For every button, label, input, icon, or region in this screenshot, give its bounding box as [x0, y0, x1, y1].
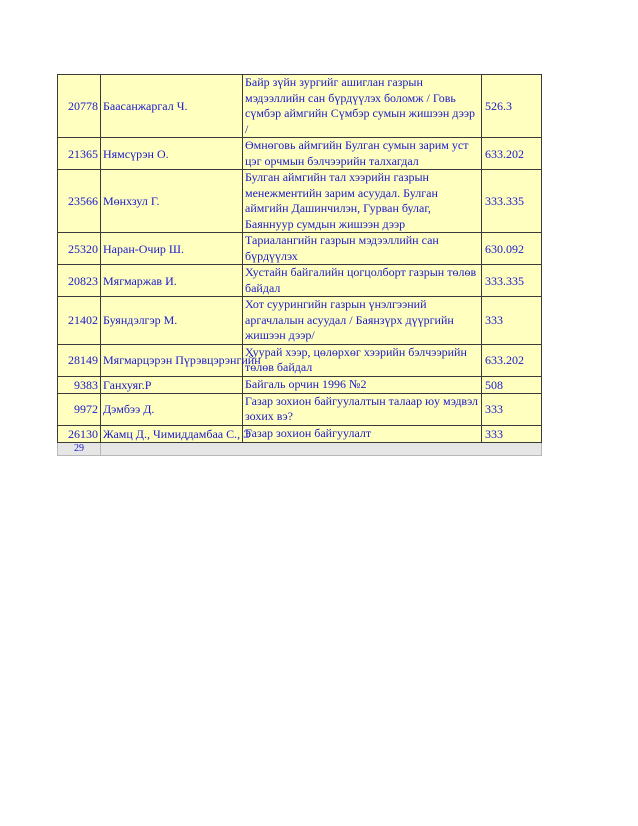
record-code: 630.092	[482, 233, 542, 265]
record-code: 508	[482, 376, 542, 393]
record-author: Буяндэлгэр М.	[101, 297, 243, 345]
record-title: Газар зохион байгуулалт	[243, 425, 482, 442]
record-id: 28149	[58, 344, 101, 376]
table-row	[58, 425, 542, 442]
records-table	[57, 74, 542, 456]
record-code: 333	[482, 393, 542, 425]
record-author: Мягмаржав И.	[101, 265, 243, 297]
record-id: 21402	[58, 297, 101, 345]
record-code: 333	[482, 297, 542, 345]
record-author: Нямсүрэн О.	[101, 138, 243, 170]
table-row	[58, 75, 542, 138]
record-author: Ганхуяг.Р	[101, 376, 243, 393]
row-header-29	[58, 442, 542, 455]
record-code: 633.202	[482, 344, 542, 376]
table-row	[58, 376, 542, 393]
record-author: Жамц Д., Чимиддамбаа С., Э	[101, 425, 243, 442]
record-author: Дэмбээ Д.	[101, 393, 243, 425]
row-number: 29	[58, 442, 101, 455]
record-id: 23566	[58, 170, 101, 233]
record-id: 9972	[58, 393, 101, 425]
table-row	[58, 393, 542, 425]
record-title: Хот суурингийн газрын үнэлгээний аргачлалын асуудал / Баянзүрх дүүргийн жишээн дээр/	[243, 297, 482, 345]
record-title: Хустайн байгалийн цогцолборт газрын төлөв байдал	[243, 265, 482, 297]
record-title: Байр зүйн зургийг ашиглан газрын мэдээллийн сан бүрдүүлэх боломж / Говь сүмбэр аймгийн Сүмбэр сумын жишээн дээр /	[243, 75, 482, 138]
table-row	[58, 297, 542, 345]
record-code: 633.202	[482, 138, 542, 170]
record-id: 9383	[58, 376, 101, 393]
record-title: Өмнөговь аймгийн Булган сумын зарим уст цэг орчмын бэлчээрийн талхагдал	[243, 138, 482, 170]
record-author: Мөнхзул Г.	[101, 170, 243, 233]
record-code: 333	[482, 425, 542, 442]
record-code: 333.335	[482, 265, 542, 297]
table-row	[58, 344, 542, 376]
record-title: Тариалангийн газрын мэдээллийн сан бүрдүүлэх	[243, 233, 482, 265]
record-id: 21365	[58, 138, 101, 170]
table-row	[58, 138, 542, 170]
record-author: Баасанжаргал Ч.	[101, 75, 243, 138]
record-author: Мягмарцэрэн Пүрэвцэрэнгийн	[101, 344, 243, 376]
empty-row	[101, 442, 542, 455]
table-row	[58, 233, 542, 265]
record-code: 526.3	[482, 75, 542, 138]
table-row	[58, 265, 542, 297]
record-title: Газар зохион байгуулалтын талаар юу мэдвэл зохих вэ?	[243, 393, 482, 425]
record-code: 333.335	[482, 170, 542, 233]
record-title: Хуурай хээр, цөлөрхөг хээрийн бэлчээрийн төлөв байдал	[243, 344, 482, 376]
record-author: Наран-Очир Ш.	[101, 233, 243, 265]
record-id: 25320	[58, 233, 101, 265]
record-id: 26130	[58, 425, 101, 442]
table-row	[58, 170, 542, 233]
record-id: 20823	[58, 265, 101, 297]
record-id: 20778	[58, 75, 101, 138]
record-title: Байгаль орчин 1996 №2	[243, 376, 482, 393]
record-title: Булган аймгийн тал хээрийн газрын менежментийн зарим асуудал. Булган аймгийн Дашинчилэн, Гурван булаг, Баяннуур сумдын жишээн дээр	[243, 170, 482, 233]
